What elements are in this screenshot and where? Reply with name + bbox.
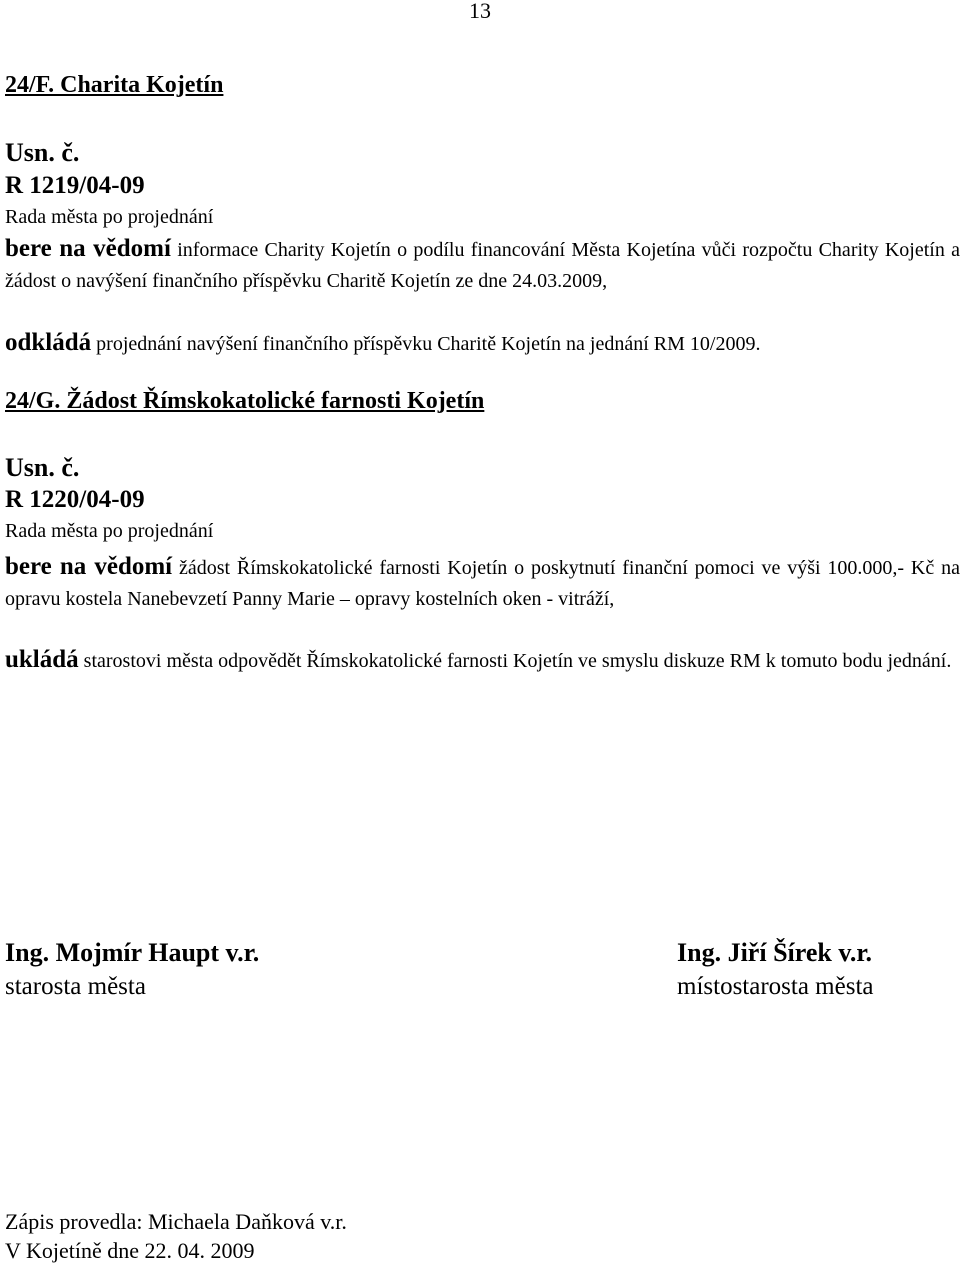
section-f-clause-1-text: informace Charity Kojetín o podílu financování Města Kojetína vůči rozpočtu Charity Kojetín a žádost o navýšení finančního příspěvku Charitě Kojetín ze dne 24.03.2009, [5,239,960,292]
section-g-council-intro: Rada města po projednání [5,520,214,542]
section-g-resolution-number: R 1220/04-09 [5,486,145,513]
signature-right-name: Ing. Jiří Šírek v.r. [677,938,873,967]
section-g-heading: 24/G. Žádost Římskokatolické farnosti Kojetín [5,388,485,414]
signature-left-role: starosta města [5,973,146,1000]
section-g-clause-1-text: žádost Římskokatolické farnosti Kojetín o poskytnutí finanční pomoci ve výši 100.000,- Kč na opravu kostela Nanebevzetí Panny Marie – opravy kostelních oken - vitráží, [5,557,960,610]
section-g-clause-2-text: starostovi města odpovědět Římskokatolické farnosti Kojetín ve smyslu diskuze RM k tomuto bodu jednání. [78,650,952,672]
section-f-council-intro: Rada města po projednání [5,206,214,228]
section-f-clause-1 [5,233,960,297]
section-f-clause-1-verb: bere na vědomí [5,235,171,262]
section-f-clause-2-verb: odkládá [5,329,92,356]
section-f-heading: 24/F. Charita Kojetín [5,72,224,98]
footer-recorded-by: Zápis provedla: Michaela Daňková v.r. [5,1209,347,1234]
section-f-clause-2-text: projednání navýšení finančního příspěvku Charitě Kojetín na jednání RM 10/2009. [91,333,761,355]
section-f-usn-label: Usn. č. [5,138,80,167]
signature-right-role: místostarosta města [677,973,874,1000]
section-g-clause-2 [5,644,960,677]
section-g-clause-1-verb: bere na vědomí [5,553,173,580]
section-g-clause-1 [5,551,960,615]
signature-left-name: Ing. Mojmír Haupt v.r. [5,938,260,967]
section-f-resolution-number: R 1219/04-09 [5,172,145,199]
footer-place-date: V Kojetíně dne 22. 04. 2009 [5,1238,255,1263]
section-g-clause-2-verb: ukládá [5,646,79,673]
section-f-clause-2 [5,327,960,360]
section-g-usn-label: Usn. č. [5,453,80,482]
page-number: 13 [469,0,491,23]
